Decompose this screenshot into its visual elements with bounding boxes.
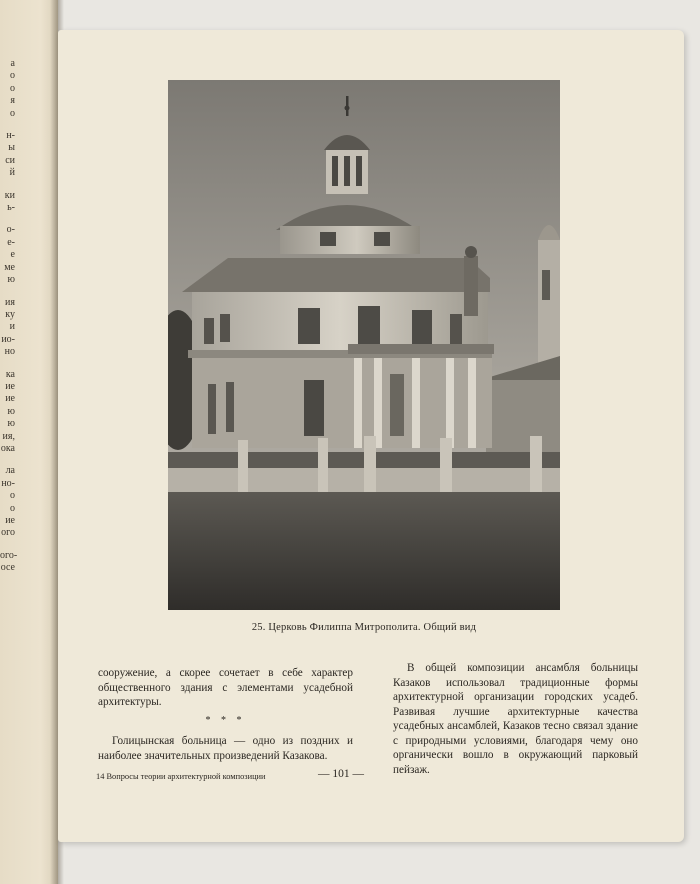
previous-page-fragment: и (9, 321, 15, 333)
previous-page-fragment: о (10, 70, 15, 82)
previous-page-fragment (0, 120, 20, 130)
section-separator: * * * (205, 714, 246, 726)
previous-page-fragment: о (10, 490, 15, 502)
previous-page-fragment: си (5, 154, 15, 166)
previous-page-fragment: ла (5, 465, 15, 477)
previous-page-fragment: ия (5, 296, 15, 308)
previous-page-fragment: н- (6, 130, 15, 142)
previous-page-fragment: ие (5, 393, 15, 405)
previous-page-fragment: ме (4, 261, 15, 273)
previous-page-fragment: ь- (7, 202, 15, 214)
previous-page-fragment (0, 359, 20, 369)
paragraph: В общей композиции ансамбля больницы Казаков использовал традиционные формы архитектурной организации городских усадеб. Развивая лучшие архитектурные качества усадебных ансамблей, Казаков тесно связал здание с природными условиями, благодаря чему оно органически вошло в окружающий парковый пейзаж. (393, 662, 638, 776)
previous-page-fragment: а (10, 58, 15, 69)
previous-page-fragment: ки (4, 189, 15, 201)
previous-page-fragment: ие (5, 380, 15, 392)
previous-page-fragment: о (10, 502, 15, 514)
previous-page-fragment: о (10, 82, 15, 94)
previous-page-fragment: ку (5, 308, 15, 320)
figure-caption: 25. Церковь Филиппа Митрополита. Общий вид (251, 622, 477, 633)
previous-page-fragment: ого- (0, 549, 18, 561)
previous-page-fragment: о- (6, 224, 15, 236)
paragraph: сооружение, а скорее сочетает в себе характер общественного здания с элементами усадебной архитектуры. (98, 667, 353, 708)
previous-page-fragment: ия, (2, 430, 15, 442)
previous-page-fragment: ока (0, 442, 15, 454)
previous-page-fragment: ы (8, 142, 15, 154)
page-number: — 101 — (318, 768, 364, 780)
book-page (58, 30, 684, 842)
previous-page-fragment: но (4, 346, 15, 358)
church-photo-illustration (168, 80, 560, 610)
previous-page-fragment: ие (5, 515, 15, 526)
previous-page-fragment (0, 180, 20, 190)
previous-page-fragment: е- (7, 236, 15, 248)
previous-page-fragment: ю (7, 274, 15, 286)
previous-page-fragment: я (10, 95, 15, 107)
previous-page-fragment (0, 214, 20, 224)
text-column-left (98, 666, 353, 763)
previous-page-text-fragments (0, 58, 20, 575)
previous-page-fragment (0, 287, 20, 297)
previous-page-fragment (0, 540, 20, 550)
previous-page-fragment: ого (1, 527, 15, 539)
previous-page-fragment: ю (7, 405, 15, 417)
signature-line: 14 Вопросы теории архитектурной композиции (96, 772, 266, 781)
previous-page-fragment: е (10, 249, 15, 261)
previous-page-fragment: осе (0, 562, 15, 574)
text-column-right (393, 661, 638, 777)
paragraph: Голицынская больница — одно из поздних и наиболее значительных произведений Казакова. (98, 735, 353, 762)
previous-page-fragment: но- (1, 477, 15, 489)
previous-page-fragment: ю (7, 418, 15, 430)
previous-page-fragment (0, 455, 20, 465)
church-photograph (168, 80, 560, 610)
previous-page-fragment: ио- (1, 333, 15, 345)
previous-page-fragment: ка (5, 368, 15, 380)
previous-page-fragment: о (10, 107, 15, 119)
previous-page-fragment: й (9, 167, 15, 179)
